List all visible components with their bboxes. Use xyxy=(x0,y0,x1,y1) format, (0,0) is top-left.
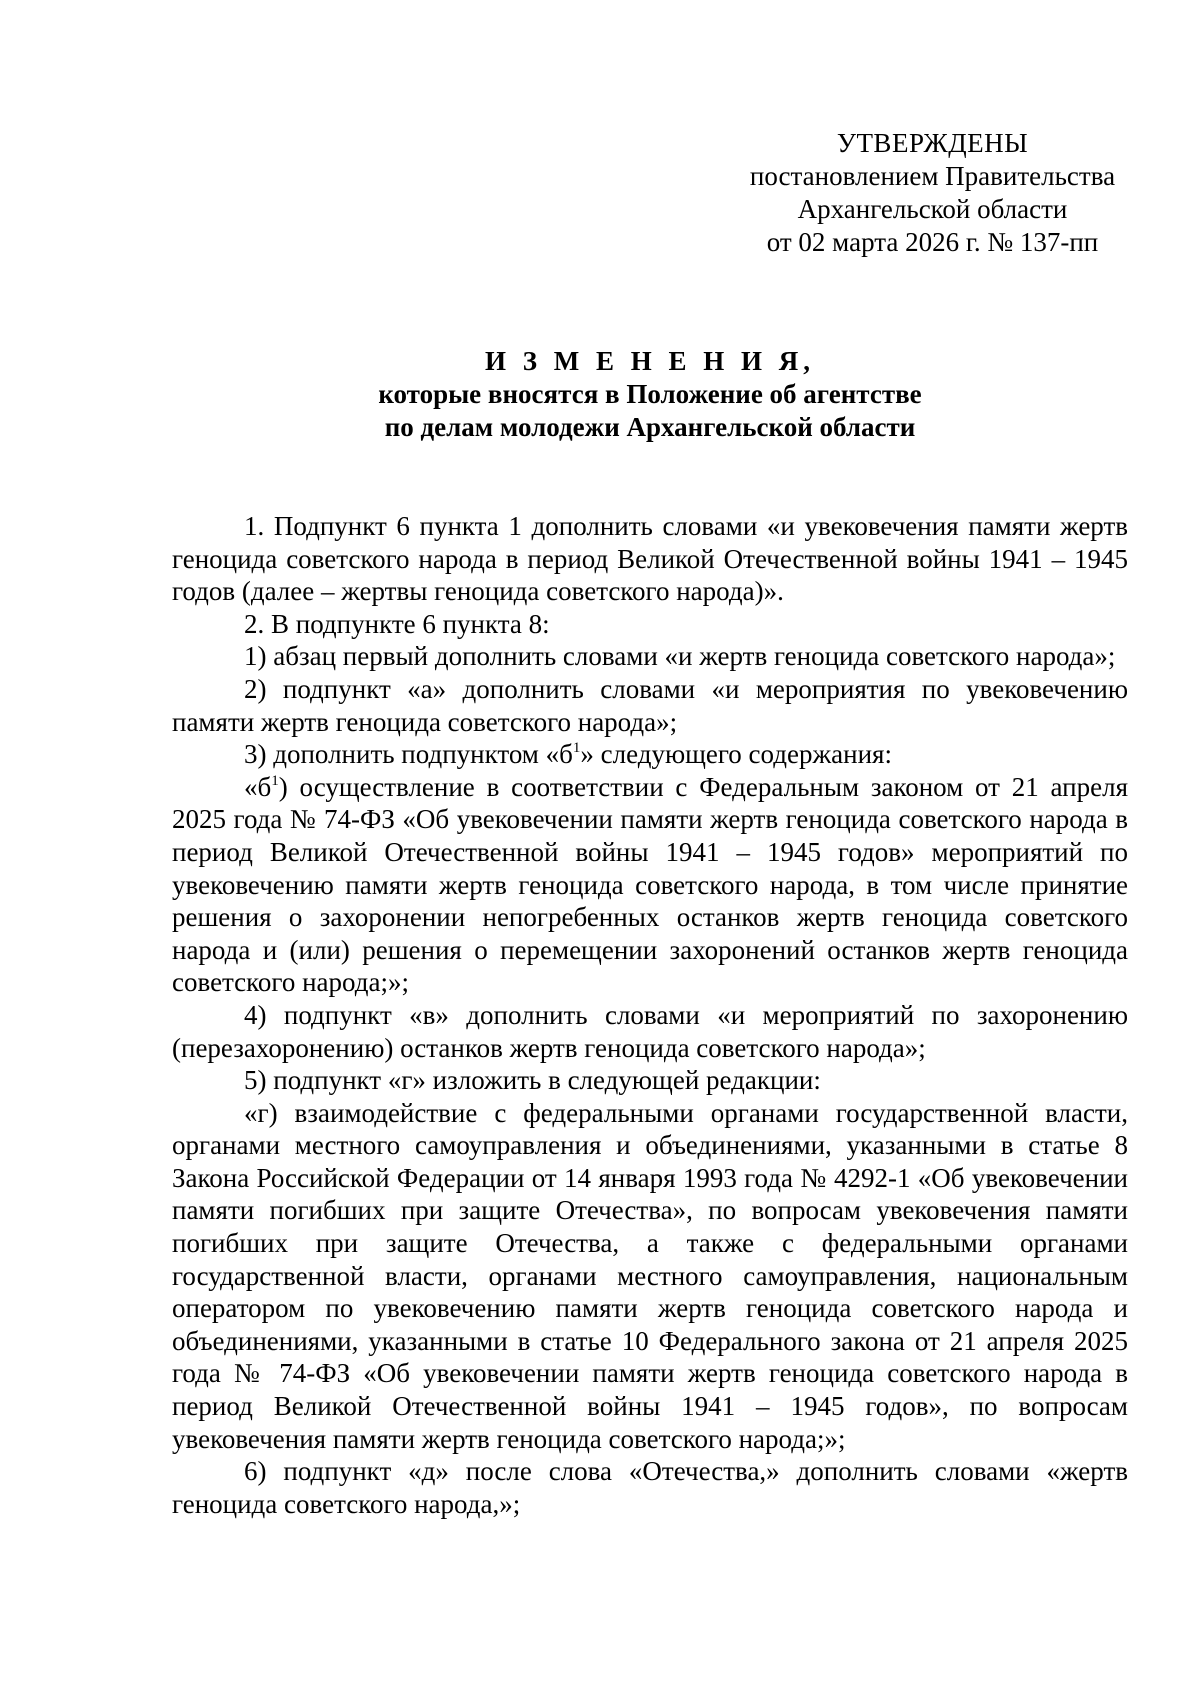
subitem-g-text: «г) взаимодействие с федеральными органами государственной власти, органами местного самоуправления и объединениями, указанными в статье 8 Закона Российской Федерации от 14 января 1993 года № 4292-1 «Об увековечении памяти погибших при защите Отечества», по вопросам увековечения памяти погибших при защите Отечества, а также с федеральными органами государственной власти, органами местного самоуправления, национальным оператором по увековечению памяти жертв геноцида советского народа и объединениями, указанными в статье 10 Федерального закона от 21 апреля 2025 года № 74-ФЗ «Об увековечении памяти жертв геноцида советского народа в период Великой Отечественной войны 1941 – 1945 годов», по вопросам увековечения памяти жертв геноцида советского народа;»; xyxy=(172,1097,1128,1454)
title-heading: И З М Е Н Е Н И Я, xyxy=(484,346,815,376)
item-3-text-end: » следующего содержания: xyxy=(580,739,892,770)
subitem-b1-end: ) осуществление в соответствии с Федеральным законом от 21 апреля 2025 года № 74-ФЗ «Об увековечении памяти жертв геноцида советского народа в период Великой Отечественной войны 1941 – 1945 годов» мероприятий по увековечению памяти жертв геноцида советского народа, в том числе принятие решения о захоронении непогребенных останков жертв геноцида советского народа и (или) решения о перемещении захоронений останков жертв геноцида советского народа;»; xyxy=(172,771,1128,998)
subitem-b1-text xyxy=(172,771,1128,999)
approval-date-number: от 02 марта 2026 г. № 137-пп xyxy=(766,227,1099,257)
subitem-b1-superscript: 1 xyxy=(271,772,279,789)
approval-heading: УТВЕРЖДЕНЫ xyxy=(836,128,1029,158)
title-subheading-1: которые вносятся в Положение об агентстве xyxy=(378,379,922,409)
document-body xyxy=(172,510,1128,1520)
approval-stamp xyxy=(735,127,1130,259)
item-3-text-start: 3) дополнить подпунктом «б xyxy=(244,739,573,770)
title-subheading-2: по делам молодежи Архангельской области xyxy=(384,412,916,442)
paragraph-2-item-4: 4) подпункт «в» дополнить словами «и мероприятий по захоронению (перезахоронению) останков жертв геноцида советского народа»; xyxy=(172,999,1128,1063)
approval-issuer: постановлением Правительства xyxy=(749,161,1116,191)
document-title xyxy=(172,345,1128,444)
approval-region: Архангельской области xyxy=(797,194,1068,224)
item-3-superscript: 1 xyxy=(572,740,581,757)
paragraph-2-item-3 xyxy=(172,738,1128,771)
paragraph-2-item-6: 6) подпункт «д» после слова «Отечества,» дополнить словами «жертв геноцида советского народа,»; xyxy=(172,1456,1128,1519)
paragraph-2-item-1: 1) абзац первый дополнить словами «и жертв геноцида советского народа»; xyxy=(244,641,1116,672)
subitem-b1-start: «б xyxy=(244,771,272,802)
paragraph-2-item-5: 5) подпункт «г» изложить в следующей редакции: xyxy=(244,1065,821,1096)
paragraph-1: 1. Подпункт 6 пункта 1 дополнить словами «и увековечения памяти жертв геноцида советского народа в период Великой Отечественной войны 1941 – 1945 годов (далее – жертвы геноцида советского народа)». xyxy=(172,511,1128,607)
paragraph-2-item-2: 2) подпункт «а» дополнить словами «и мероприятия по увековечению памяти жертв геноцида советского народа»; xyxy=(172,673,1128,737)
paragraph-2: 2. В подпункте 6 пункта 8: xyxy=(244,608,550,639)
